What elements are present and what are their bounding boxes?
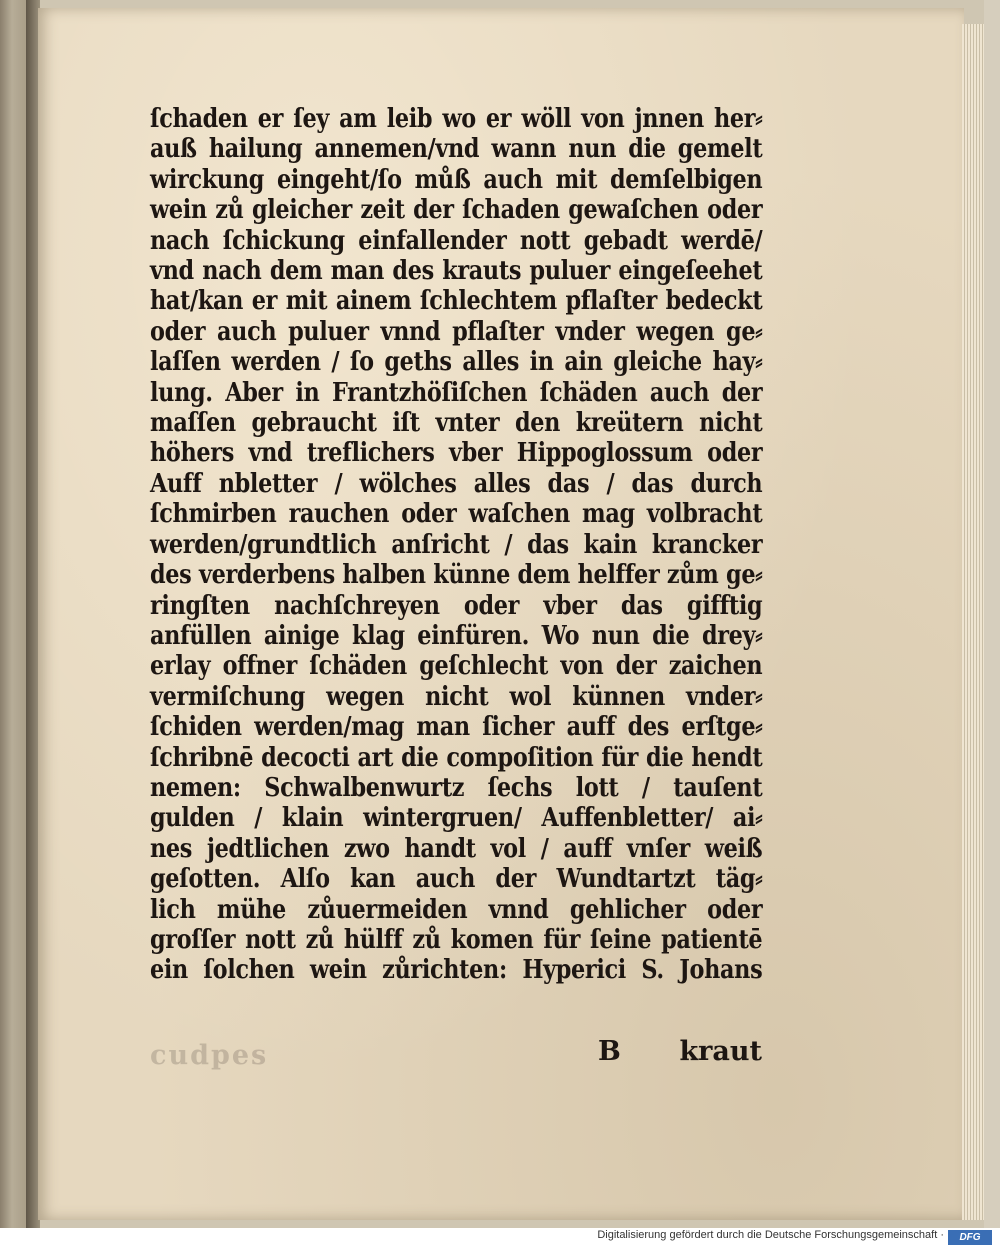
signature-line: [150, 1036, 762, 1070]
dfg-logo: DFG: [948, 1230, 992, 1245]
catchword: kraut: [679, 1036, 762, 1067]
text-line: laſſen werden / ſo geths alles in ain gleiche hay⸗: [150, 347, 763, 378]
text-line: gulden / klain wintergruen/ Auffenbletter/ ai⸗: [150, 803, 763, 834]
text-line: maſſen gebraucht iſt vnter den kreütern nicht: [150, 408, 763, 439]
text-line: ringſten nachſchreyen oder vber das gifftig: [150, 590, 763, 621]
page-text: [150, 104, 762, 986]
text-line: nemen: Schwalbenwurtz ſechs lott / tauſent: [150, 772, 763, 803]
text-line: ſchmirben rauchen oder waſchen mag volbracht: [150, 499, 763, 530]
show-through-text: cudpes: [150, 1040, 269, 1071]
page-edges: [962, 24, 984, 1220]
text-line: groſſer nott zů hülff zů komen für ſeine patientē: [150, 924, 763, 955]
text-line: ein ſolchen wein zůrichten: Hyperici S. Johans: [150, 955, 763, 986]
text-line: lung. Aber in Frantzhöſiſchen ſchäden auch der: [150, 377, 763, 408]
scan-background: [984, 0, 1000, 1248]
text-line: wein zů gleicher zeit der ſchaden gewaſchen oder: [150, 195, 763, 226]
text-line: ſchribnē decocti art die compoſition für die hendt: [150, 742, 763, 773]
text-line: vermiſchung wegen nicht wol künnen vnder⸗: [150, 681, 763, 712]
text-line: nes jedtlichen zwo handt vol / auff vnſer weiß: [150, 833, 763, 864]
text-line: werden/grundtlich anſricht / das kain krancker: [150, 529, 763, 560]
text-line: des verderbens halben künne dem helffer zům ge⸗: [150, 560, 763, 591]
text-line: auß hailung annemen/vnd wann nun die gemelt: [150, 134, 763, 165]
text-line: wirckung eingeht/ſo můß auch mit demſelbigen: [150, 164, 763, 195]
text-line: nach ſchickung einfallender nott gebadt werdē/: [150, 225, 763, 256]
text-line: oder auch puluer vnnd pflaſter vnder wegen ge⸗: [150, 316, 763, 347]
text-line: hat/kan er mit ainem ſchlechtem pflaſter bedeckt: [150, 286, 763, 317]
funding-credit: Digitalisierung gefördert durch die Deutsche Forschungsgemeinschaft ·: [597, 1229, 944, 1241]
text-line: geſotten. Alſo kan auch der Wundtartzt täg⸗: [150, 864, 763, 895]
text-line: höhers vnd treflichers vber Hippoglossum oder: [150, 438, 763, 469]
text-line: anfüllen ainige klag einfüren. Wo nun die drey⸗: [150, 620, 763, 651]
text-line: vnd nach dem man des krauts puluer eingeſeehet: [150, 256, 763, 287]
signature-mark: B: [598, 1036, 621, 1067]
text-line: ſchiden werden/mag man ſicher auff des erſtge⸗: [150, 712, 763, 743]
text-line: Auff nbletter / wölches alles das / das durch: [150, 468, 763, 499]
text-line: lich mühe zůuermeiden vnnd gehlicher oder: [150, 894, 763, 925]
text-line: erlay offner ſchäden geſchlecht von der zaichen: [150, 651, 763, 682]
text-line: ſchaden er ſey am leib wo er wöll von jnnen her⸗: [150, 104, 763, 134]
